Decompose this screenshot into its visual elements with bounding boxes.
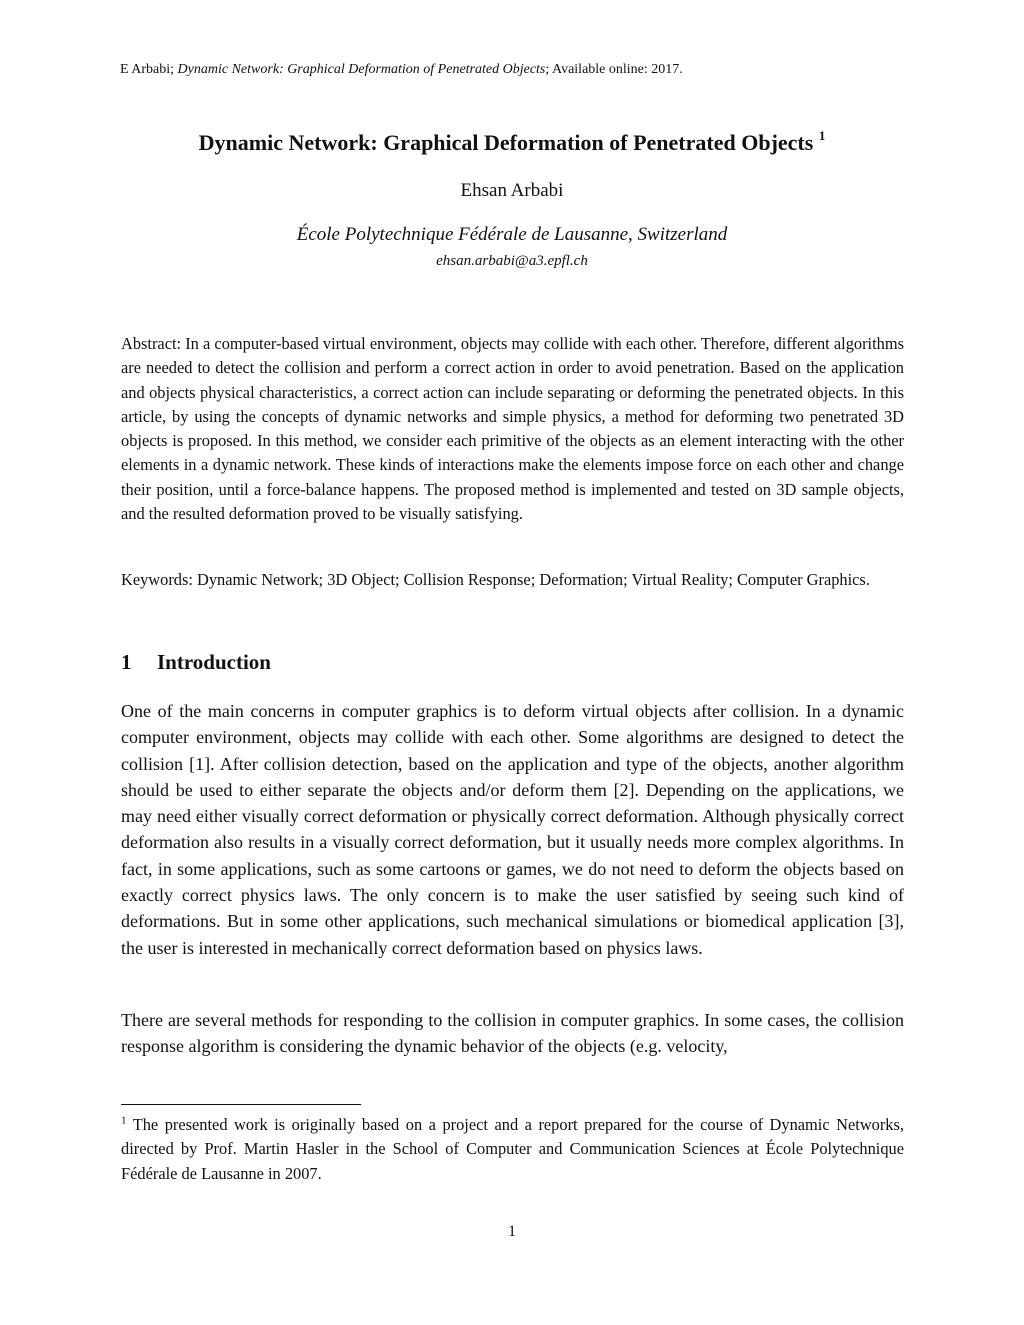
header-availability: Available online: 2017.: [552, 62, 683, 77]
body-paragraph: One of the main concerns in computer graphics is to deform virtual objects after collision. In a dynamic computer environment, objects may collide with each other. Some algorithms are designed to detect the collision [1]. After collision detection, based on the application and type of the objects, another algorithm should be used to either separate the objects and/or deform them [2]. Depending on the applications, we may need either visually correct deformation or physically correct deformation. Although physically correct deformation also results in a visually correct deformation, but it usually needs more complex algorithms. In fact, in some applications, such as some cartoons or games, we do not need to deform the objects based on exactly correct physics laws. The only concern is to make the user satisfied by seeing such kind of deformations. But in some other applications, such mechanical simulations or biomedical application [3], the user is interested in mechanically correct deformation based on physics laws.: [121, 701, 904, 958]
header-author: E Arbabi;: [120, 62, 175, 77]
body-paragraph: There are several methods for responding to the collision in computer graphics. In some cases, the collision response algorithm is considering the dynamic behavior of the objects (e.g. velocity,: [121, 1010, 904, 1057]
section-number: 1: [121, 650, 132, 674]
page-number: 1: [508, 1223, 516, 1240]
abstract: Abstract: In a computer-based virtual environment, objects may collide with each other. Therefore, different algorithms are needed to detect the collision and perform a correct action in order to avoid penetration. Based on the application and objects physical characteristics, a correct action can include separating or deforming the penetrated objects. In this article, by using the concepts of dynamic networks and simple physics, a method for deforming two penetrated 3D objects is proposed. In this method, we consider each primitive of the objects as an element interacting with the other elements in a dynamic network. These kinds of interactions make the elements impose force on each other and change their position, until a force-balance happens. The proposed method is implemented and tested on 3D sample objects, and the resulted deformation proved to be visually satisfying.: [121, 334, 904, 524]
section-heading: [121, 648, 271, 676]
footnote-text: The presented work is originally based on a project and a report prepared for the course of Dynamic Networks, directed by Prof. Martin Hasler in the School of Computer and Communication Sciences at École Polytechnique Fédérale de Lausanne in 2007.: [121, 1115, 904, 1183]
paper-title-text: Dynamic Network: Graphical Deformation of Penetrated Objects: [198, 130, 814, 155]
footnote: [121, 1113, 904, 1186]
title-footnote-mark[interactable]: 1: [818, 127, 826, 143]
author-name: Ehsan Arbabi: [460, 180, 564, 201]
section-title: Introduction: [157, 650, 271, 674]
paper-title: [0, 128, 1024, 158]
footnote-divider: [121, 1104, 361, 1105]
running-header: [120, 61, 683, 79]
header-paper-title: Dynamic Network: Graphical Deformation of Penetrated Objects: [177, 62, 546, 77]
keywords: Keywords: Dynamic Network; 3D Object; Collision Response; Deformation; Virtual Reality; Computer Graphics.: [121, 570, 870, 589]
footnote-mark: 1: [121, 1114, 127, 1127]
header-separator: ;: [545, 62, 550, 77]
author-affiliation: École Polytechnique Fédérale de Lausanne, Switzerland: [296, 224, 728, 245]
author-email[interactable]: ehsan.arbabi@a3.epfl.ch: [436, 253, 588, 269]
